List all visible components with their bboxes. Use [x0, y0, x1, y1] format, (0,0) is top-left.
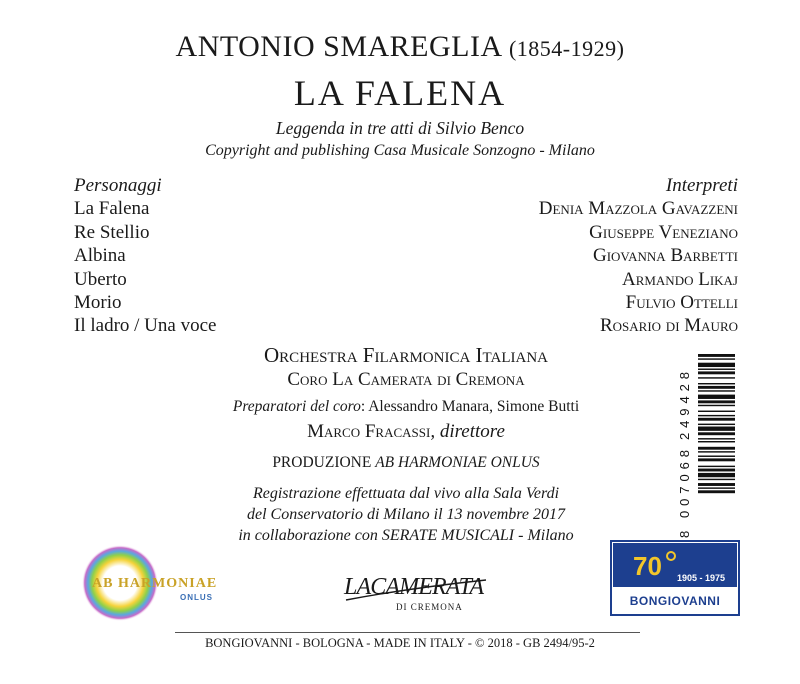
credits-block — [206, 342, 606, 546]
role-name: Re Stellio — [74, 221, 150, 243]
barcode-bar — [698, 400, 735, 403]
recording-line: del Conservatorio di Milano il 13 novembre 2017 — [246, 506, 566, 523]
barcode-bar — [698, 415, 735, 416]
barcode-bar — [698, 469, 735, 472]
singer-name: Rosario di Mauro — [599, 315, 738, 337]
composer-years: (1854-1929) — [508, 36, 625, 61]
roles-heading: Personaggi — [74, 175, 162, 196]
role-name: Uberto — [74, 268, 127, 290]
ab-harmoniae-logo — [80, 545, 260, 625]
barcode-bar — [698, 490, 735, 493]
barcode-bar — [698, 386, 735, 389]
barcode-bar — [698, 377, 735, 378]
barcode-group-2: 249428 — [677, 372, 692, 440]
barcode-bar — [698, 473, 735, 477]
bongiovanni-logo-graphic — [611, 541, 739, 615]
barcode-bar — [698, 390, 735, 391]
barcode-group-1: 007068 — [677, 450, 692, 518]
conductor-line — [206, 419, 606, 445]
opera-title: LA FALENA — [293, 73, 507, 113]
choir-name: Coro La Camerata di Cremona — [287, 369, 525, 390]
role-name: Il ladro / Una voce — [74, 315, 217, 337]
copyright-line: Copyright and publishing Casa Musicale Sonzogno - Milano — [205, 142, 595, 159]
preparers-label: Preparatori del coro — [232, 398, 361, 415]
barcode-bar — [698, 487, 735, 488]
preparers-names: : Alessandro Manara, Simone Butti — [360, 398, 580, 415]
barcode-bar — [698, 441, 735, 442]
production-line — [206, 452, 606, 474]
singers-heading: Interpreti — [665, 175, 738, 196]
recording-line: Registrazione effettuata dal vivo alla Sala Verdi — [252, 485, 560, 502]
barcode-bar — [698, 395, 735, 399]
opera-subtitle: Leggenda in tre atti di Silvio Benco — [275, 118, 525, 138]
bongiovanni-name: BONGIOVANNI — [629, 594, 721, 608]
production-name: AB HARMONIAE ONLUS — [375, 454, 540, 471]
barcode-bar — [698, 405, 735, 406]
barcode-bar — [698, 371, 735, 374]
barcode-bar — [698, 447, 735, 450]
orchestra-name: Orchestra Filarmonica Italiana — [264, 343, 548, 367]
barcode-graphic — [677, 350, 736, 540]
barcode-bar — [698, 418, 735, 421]
recording-line: in collaborazione con SERATE MUSICALI - Milano — [238, 527, 574, 544]
ab-onlus-text: ONLUS — [180, 593, 213, 602]
role-name: La Falena — [74, 198, 150, 220]
barcode-bars — [698, 354, 735, 493]
singer-name: Armando Likaj — [621, 268, 738, 290]
barcode-bar — [698, 451, 735, 452]
camerata-wordmark: LACAMERATA — [344, 574, 484, 600]
barcode-bar — [698, 424, 735, 425]
singer-name: Giuseppe Veneziano — [589, 221, 738, 243]
barcode-bar — [698, 369, 735, 370]
la-camerata-logo-graphic — [340, 558, 490, 618]
barcode-lead-digit: 8 — [677, 530, 692, 538]
conductor-role: , direttore — [430, 421, 505, 442]
barcode-bar — [698, 483, 735, 486]
recording-notes — [206, 483, 606, 546]
composer-name: ANTONIO SMAREGLIA — [175, 30, 501, 63]
footer-divider — [175, 632, 640, 633]
footer-text: BONGIOVANNI - BOLOGNA - MADE IN ITALY - © 2018 - GB 2494/95-2 — [205, 636, 595, 650]
barcode-bar — [698, 411, 735, 412]
singer-name: Fulvio Ottelli — [625, 292, 738, 314]
barcode-bar — [698, 432, 735, 435]
barcode-bar — [698, 456, 735, 457]
roles-column — [74, 174, 216, 338]
anniversary-70: 70 — [633, 551, 662, 581]
barcode-bar — [698, 427, 735, 431]
singers-column — [539, 174, 738, 338]
barcode-bar — [698, 438, 735, 439]
conductor-name: Marco Fracassi — [307, 421, 431, 442]
ab-harmoniae-logo-graphic — [80, 545, 260, 625]
production-label: PRODUZIONE — [272, 454, 376, 471]
barcode-bar — [698, 354, 735, 357]
singer-name: Denia Mazzola Gavazzeni — [538, 198, 738, 220]
camerata-subtitle: DI CREMONA — [396, 602, 463, 612]
role-name: Morio — [74, 292, 122, 314]
ab-harmoniae-text: AB HARMONIAE — [92, 576, 218, 591]
barcode — [677, 350, 736, 540]
role-name: Albina — [74, 245, 126, 267]
barcode-bar — [698, 363, 735, 367]
anniversary-years: 1905 - 1975 — [677, 573, 726, 583]
barcode-bar — [698, 466, 735, 467]
barcode-bar — [698, 458, 735, 461]
choir-preparers — [206, 396, 606, 418]
barcode-bar — [698, 358, 735, 359]
bongiovanni-logo — [611, 541, 739, 615]
barcode-bar — [698, 479, 735, 480]
singer-name: Giovanna Barbetti — [592, 245, 738, 267]
barcode-bar — [698, 383, 735, 384]
composer-line — [0, 30, 800, 64]
la-camerata-logo — [340, 558, 490, 618]
